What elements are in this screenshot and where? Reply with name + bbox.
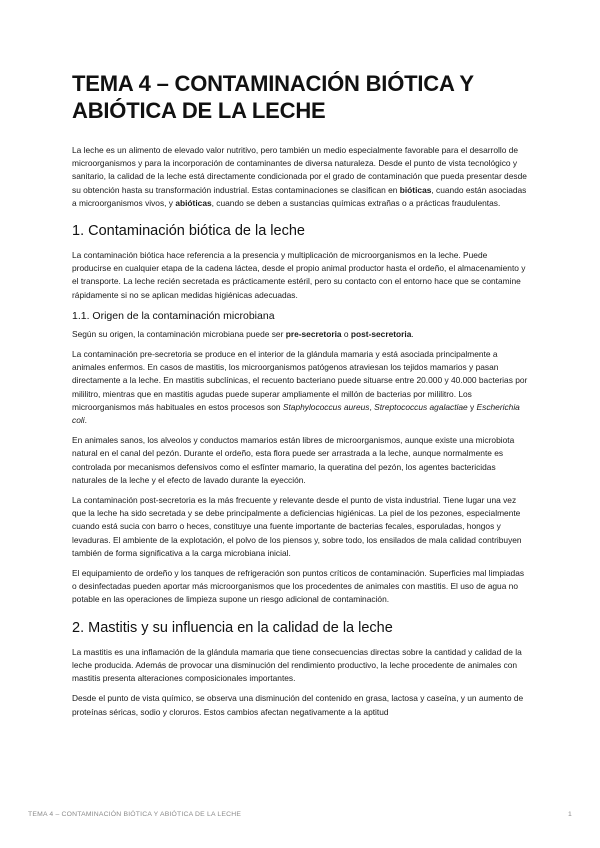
section-1-paragraph: La contaminación biótica hace referencia a la presencia y multiplicación de microorganismos en la leche. Puede producirse en cualquier etapa de la cadena láctea, desde el propio animal productor hasta el ordeño, el almacenamiento y el transporte. La leche recién secretada es prácticamente estéril, pero su contacto con el entorno hace que se contamine rápidamente si no se aplican medidas higiénicas adecuadas. xyxy=(72,250,526,300)
species-sep-2: y xyxy=(467,401,477,412)
equipment-paragraph: El equipamiento de ordeño y los tanques de refrigeración son puntos críticos de contaminación. Superficies mal limpiadas o desinfectadas pueden aportar más microorganismos que los procedentes de animales con mastitis. El uso de agua no potable en las operaciones de limpieza supone un riesgo adicional de contaminación. xyxy=(72,568,525,605)
intro-text-2: , cuando están asociadas a microorganismos vivos, y xyxy=(72,184,527,208)
species-streptococcus: Streptococcus agalactiae xyxy=(374,401,468,412)
pre-secretory-paragraph xyxy=(72,348,528,427)
subsection-1-1-heading: 1.1. Origen de la contaminación microbiana xyxy=(72,309,275,322)
intro-paragraph xyxy=(72,144,528,210)
section-1-heading: 1. Contaminación biótica de la leche xyxy=(72,223,305,240)
species-sep-1: , xyxy=(369,401,375,412)
species-staphylococcus: Staphylococcus aureus xyxy=(282,401,370,412)
footer-page-number: 1 xyxy=(568,811,572,818)
origin-text-1: Según su origen, la contaminación microbiana puede ser xyxy=(72,328,286,339)
section-2-paragraph-2: Desde el punto de vista químico, se observa una disminución del contenido en grasa, lactosa y caseína, y un aumento de proteínas séricas, sodio y cloruros. Estos cambios afectan negativamente a la aptitud xyxy=(72,693,524,717)
intro-bold-bioticas: bióticas xyxy=(399,184,432,195)
origin-bold-post: post-secretoria xyxy=(350,328,412,339)
page-title: TEMA 4 – CONTAMINACIÓN BIÓTICA Y ABIÓTICA DE LA LECHE xyxy=(72,71,474,123)
footer-running-title: TEMA 4 – CONTAMINACIÓN BIÓTICA Y ABIÓTICA DE LA LECHE xyxy=(28,811,242,818)
page-footer xyxy=(28,811,572,818)
species-escherichia: Escherichia coli xyxy=(72,401,520,426)
origin-paragraph xyxy=(72,328,528,341)
section-2-heading: 2. Mastitis y su influencia en la calidad de la leche xyxy=(72,619,393,636)
post-secretory-paragraph: La contaminación post-secretoria es la más frecuente y relevante desde el punto de vista industrial. Tiene lugar una vez que la leche ha sido secretada y se debe principalmente a deficiencias higiénicas. La piel de los pezones, especialmente cuando está sucia con barro o heces, constituye una fuente importante de bacterias fecales, esporuladas, hongos y levaduras. El ambiente de la explotación, el polvo de los piensos y, sobre todo, los ensilados de mala calidad contribuyen también de forma significativa a la carga microbiana inicial. xyxy=(72,495,522,558)
healthy-animals-paragraph: En animales sanos, los alveolos y conductos mamarios están libres de microorganismos, aunque existe una microbiota natural en el canal del pezón. Durante el ordeño, esta flora puede ser arrastrada a la leche, aunque normalmente es controlada por mecanismos defensivos como el esfínter mamario, la queratina del pezón, los agentes bactericidas naturales de la leche y el efecto de lavado durante la eyección. xyxy=(72,435,515,485)
origin-text-3: . xyxy=(411,328,414,339)
pre-secretory-text: La contaminación pre-secretoria se produce en el interior de la glándula mamaria y está asociada principalmente a animales enfermos. En casos de mastitis, los microorganismos patógenos atraviesan los tejidos mamarios y pasan directamente a la leche. En mastitis subclínicas, el recuento bacteriano puede situarse entre 20.000 y 40.000 bacterias por mililitro, mientras que en mastitis agudas puede superar ampliamente el millón de bacterias por mililitro. Los microorganismos más habituales en estos procesos son xyxy=(72,349,528,412)
document-page xyxy=(72,70,528,726)
origin-text-2: o xyxy=(341,328,351,339)
intro-text-3: , cuando se deben a sustancias químicas extrañas o a prácticas fraudulentas. xyxy=(211,197,501,208)
intro-bold-abioticas: abióticas xyxy=(175,197,212,208)
intro-text-1: La leche es un alimento de elevado valor nutritivo, pero también un medio especialmente favorable para el desarrollo de microorganismos y para la incorporación de contaminantes de diversa naturaleza. Desde el punto de vista tecnológico y sanitario, la calidad de la leche está directamente condicionada por el grado de contaminación que pueda presentar desde su obtención hasta su transformación industrial. Estas contaminaciones se clasifican en xyxy=(72,145,527,195)
section-2-paragraph-1: La mastitis es una inflamación de la glándula mamaria que tiene consecuencias directas sobre la cantidad y calidad de la leche producida. Además de provocar una disminución del rendimiento productivo, la leche procedente de animales con mastitis presenta alteraciones composicionales importantes. xyxy=(72,646,522,684)
origin-bold-pre: pre-secretoria xyxy=(285,328,342,339)
pre-secretory-end: . xyxy=(84,415,87,426)
